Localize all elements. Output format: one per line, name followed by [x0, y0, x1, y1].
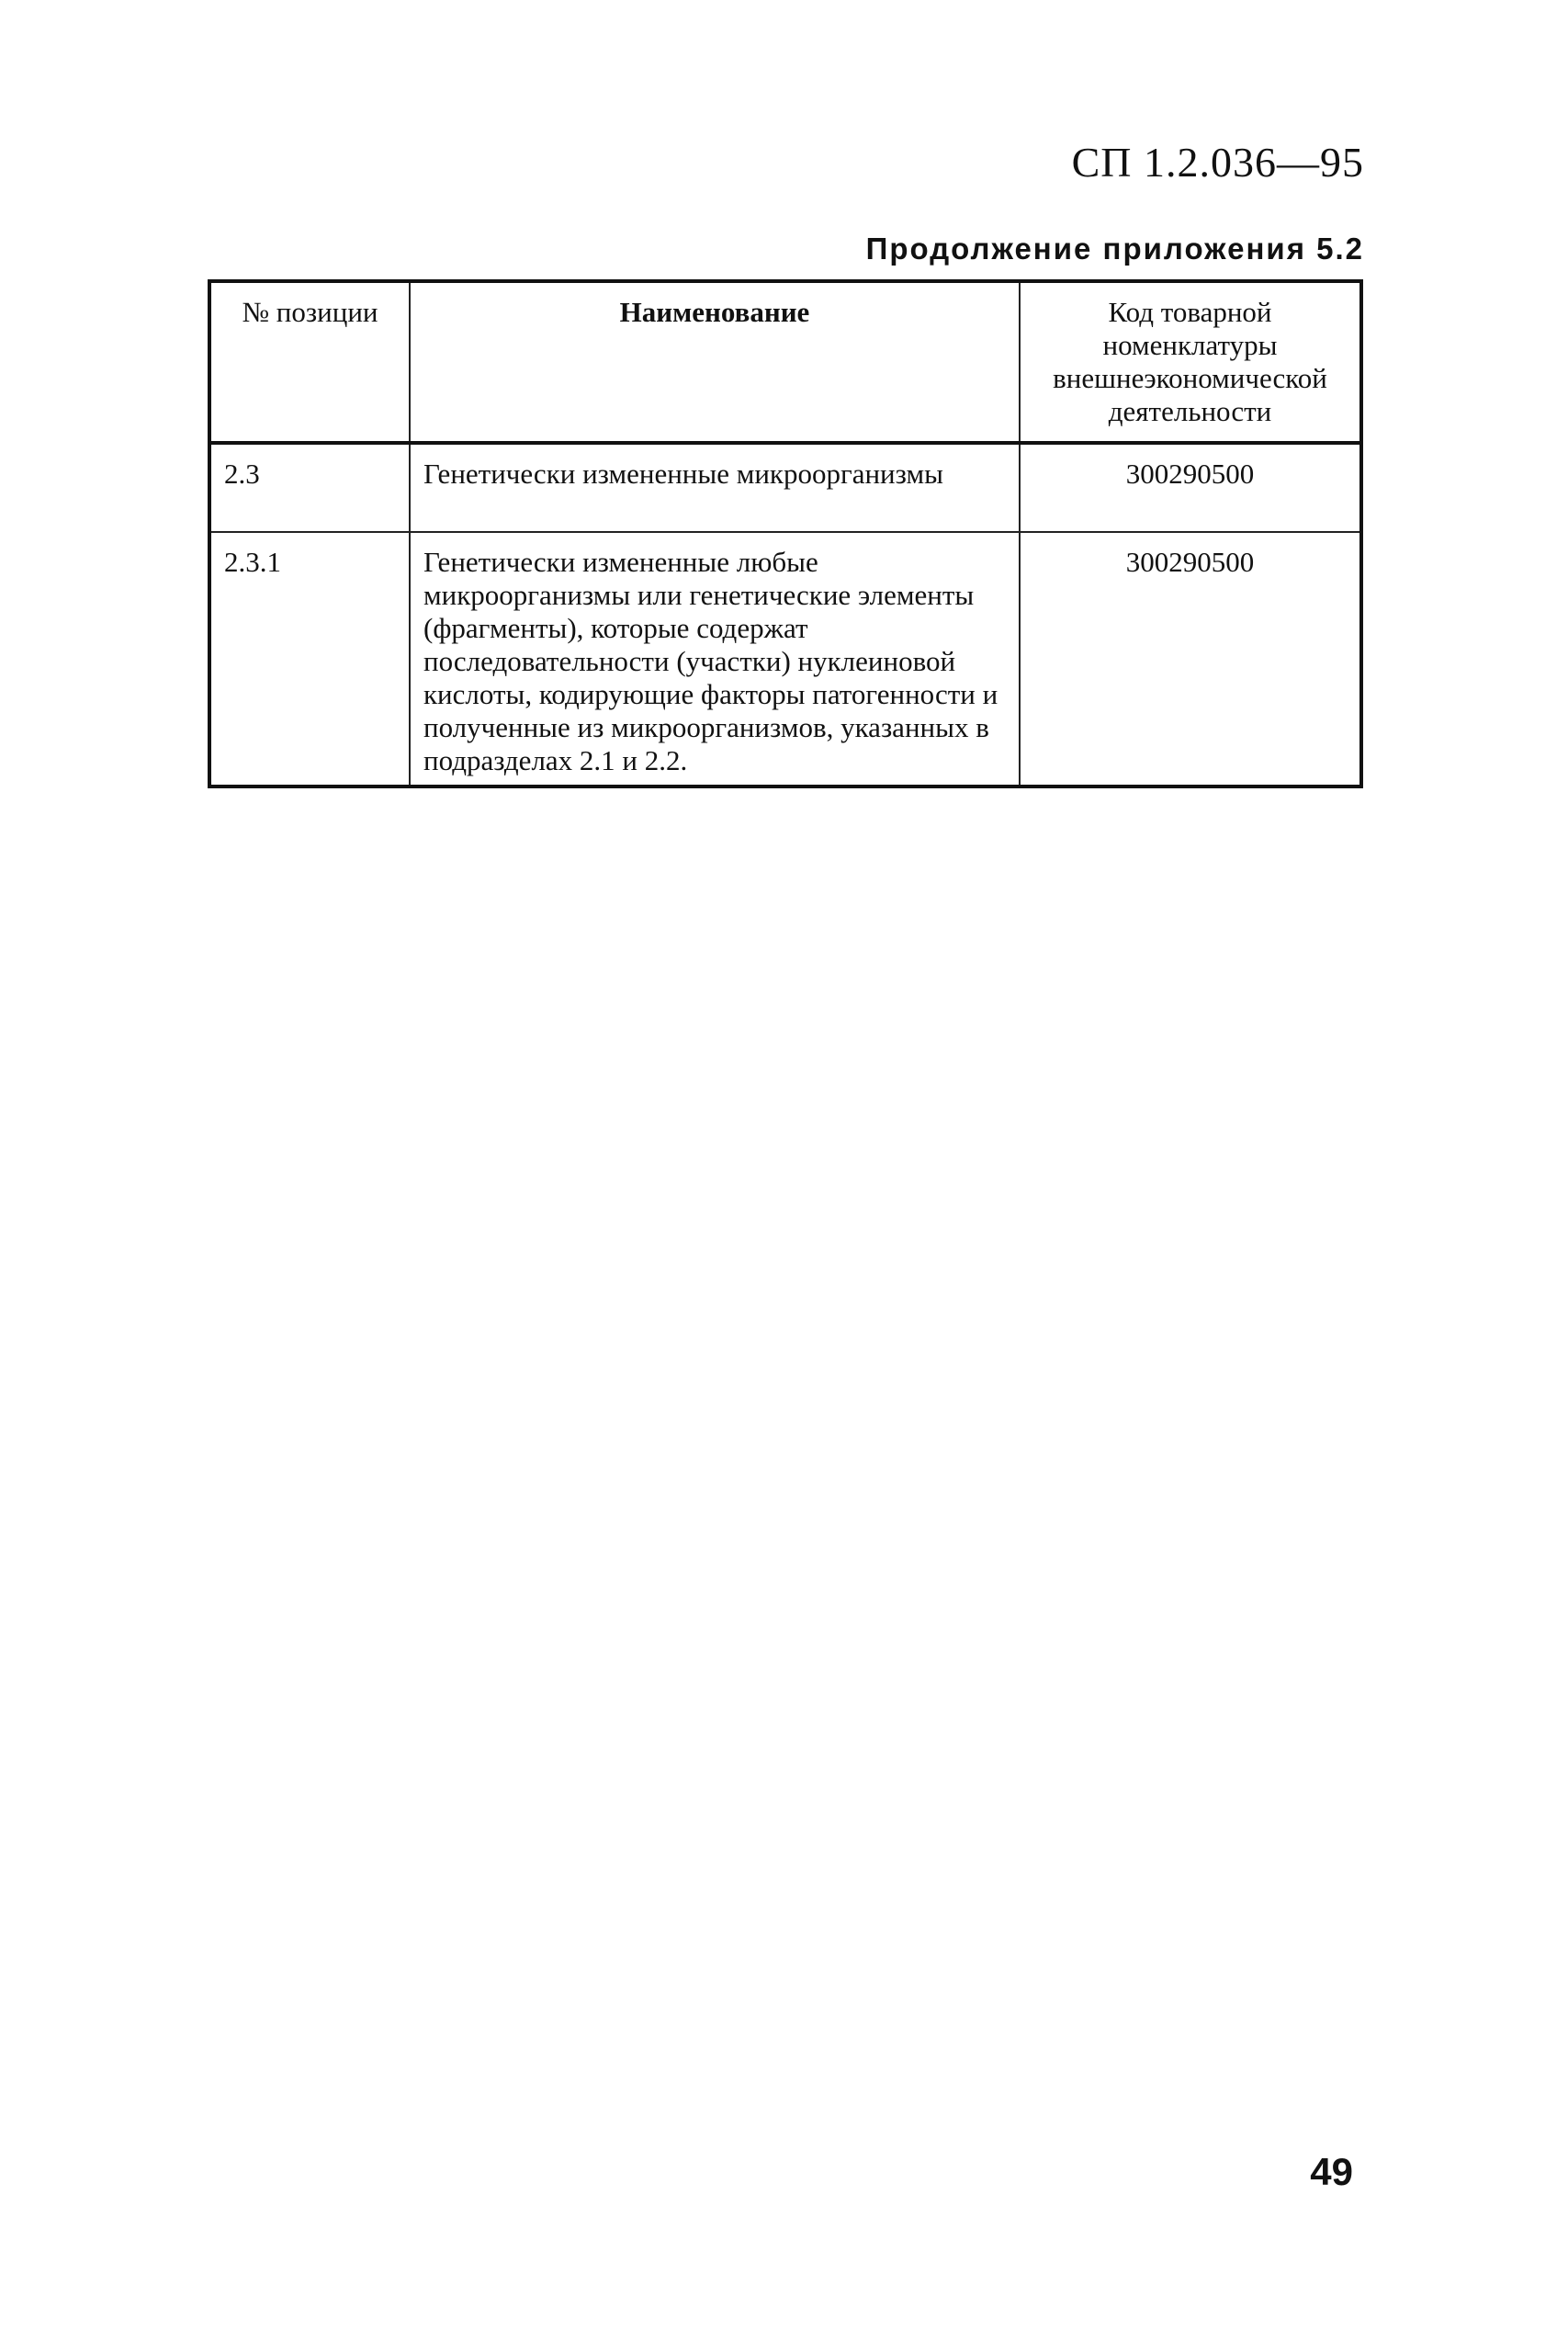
- column-header-name: Наименование: [410, 281, 1020, 443]
- table-row: [209, 532, 1361, 786]
- table-header-row: [209, 281, 1361, 443]
- cell-position: 2.3: [209, 443, 410, 532]
- cell-code: 300290500: [1020, 532, 1361, 786]
- document-code: СП 1.2.036—95: [1071, 139, 1364, 186]
- column-header-position: № позиции: [209, 281, 410, 443]
- table-row: [209, 443, 1361, 532]
- cell-name: Генетически измененные любые микроорганизмы или генетические элементы (фрагменты), которые содержат последовательности (участки) нуклеиновой кислоты, кодирующие факторы патогенности и полученные из микроорганизмов, указанных в подразделах 2.1 и 2.2.: [410, 532, 1020, 786]
- continuation-caption: Продолжение приложения 5.2: [865, 232, 1364, 266]
- cell-code: 300290500: [1020, 443, 1361, 532]
- column-header-code: Код товарной номенклатуры внешнеэкономической деятельности: [1020, 281, 1361, 443]
- cell-name: Генетически измененные микроорганизмы: [410, 443, 1020, 532]
- cell-position: 2.3.1: [209, 532, 410, 786]
- appendix-table: [208, 279, 1363, 788]
- page-number: 49: [1310, 2150, 1353, 2193]
